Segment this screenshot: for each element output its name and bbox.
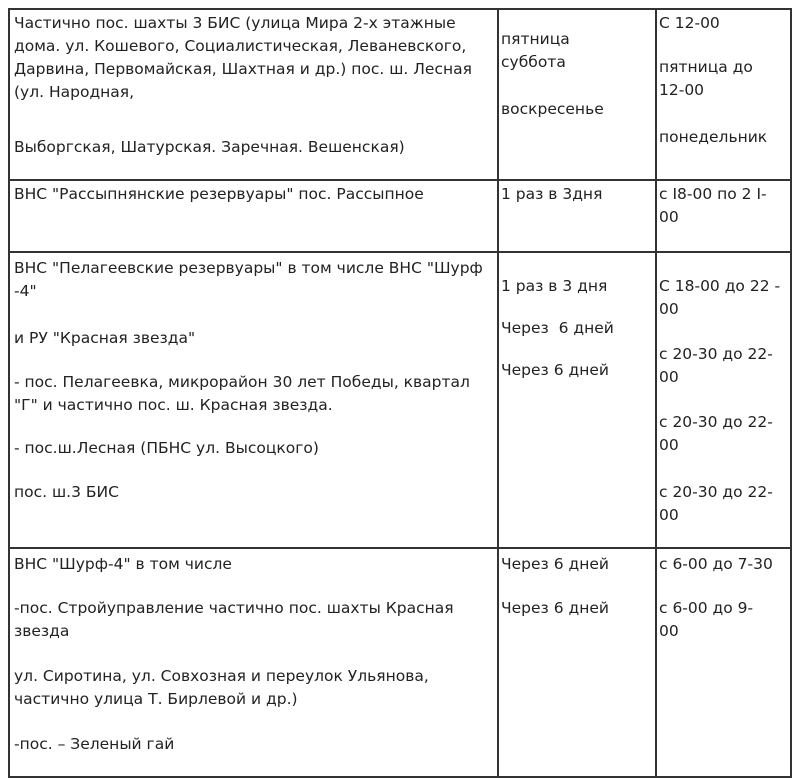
days-text: 1 раз в 3дня: [501, 185, 603, 203]
days-text: Через 6 дней: [501, 361, 609, 379]
days-text: пятница суббота: [501, 30, 570, 71]
table-row: [10, 10, 790, 181]
area-text: Выборгская, Шатурская. Заречная. Вешенская): [14, 138, 405, 156]
table-row: [10, 549, 790, 776]
time-text: понедельник: [659, 128, 768, 146]
area-text: -пос. Стройуправление частично пос. шахты Красная звезда: [14, 599, 454, 640]
time-text: с 20-30 до 22-00: [659, 483, 773, 524]
area-text: ВНС "Рассыпнянские резервуары" пос. Рассыпное: [14, 185, 424, 203]
area-text: - пос.ш.Лесная (ПБНС ул. Высоцкого): [14, 439, 319, 457]
days-cell: [499, 10, 657, 179]
days-cell: [499, 253, 657, 547]
time-cell: [657, 549, 790, 776]
time-text: С 12-00: [659, 14, 720, 32]
table-row: [10, 253, 790, 549]
time-cell: [657, 10, 790, 179]
time-text: с I8-00 по 2 I-00: [659, 185, 767, 226]
time-text: С 18-00 до 22 - 00: [659, 277, 781, 318]
time-text: пятница до 12-00: [659, 58, 753, 99]
area-text: и РУ "Красная звезда": [14, 329, 196, 347]
area-text: -пос. – Зеленый гай: [14, 735, 175, 753]
area-text: ул. Сиротина, ул. Совхозная и переулок Ульянова, частично улица Т. Бирлевой и др.): [14, 667, 429, 708]
time-text: с 6-00 до 9-00: [659, 599, 754, 640]
days-cell: [499, 549, 657, 776]
days-text: Через 6 дней: [501, 599, 609, 617]
time-cell: [657, 253, 790, 547]
area-text: ВНС "Пелагеевские резервуары" в том числе ВНС "Шурф -4": [14, 259, 483, 300]
days-text: 1 раз в 3 дня: [501, 277, 608, 295]
time-text: с 6-00 до 7-30: [659, 555, 773, 573]
days-text: Через 6 дней: [501, 555, 609, 573]
area-cell: [10, 10, 499, 179]
schedule-table: [8, 8, 792, 778]
days-cell: [499, 181, 657, 251]
area-text: пос. ш.3 БИС: [14, 483, 119, 501]
area-text: - пос. Пелагеевка, микрорайон 30 лет Победы, квартал "Г" и частично пос. ш. Красная звезда.: [14, 373, 470, 414]
time-text: с 20-30 до 22-00: [659, 413, 773, 454]
area-text: ВНС "Шурф-4" в том числе: [14, 555, 232, 573]
time-cell: [657, 181, 790, 251]
area-cell: [10, 253, 499, 547]
area-cell: [10, 549, 499, 776]
table-row: [10, 181, 790, 253]
area-text: Частично пос. шахты 3 БИС (улица Мира 2-х этажные дома. ул. Кошевого, Социалистическая, Леваневского, Дарвина, Первомайская, Шахтная и др.) пос. ш. Лесная (ул. Народная,: [14, 14, 472, 101]
days-text: Через 6 дней: [501, 319, 614, 337]
time-text: с 20-30 до 22-00: [659, 345, 773, 386]
days-text: воскресенье: [501, 100, 604, 118]
area-cell: [10, 181, 499, 251]
